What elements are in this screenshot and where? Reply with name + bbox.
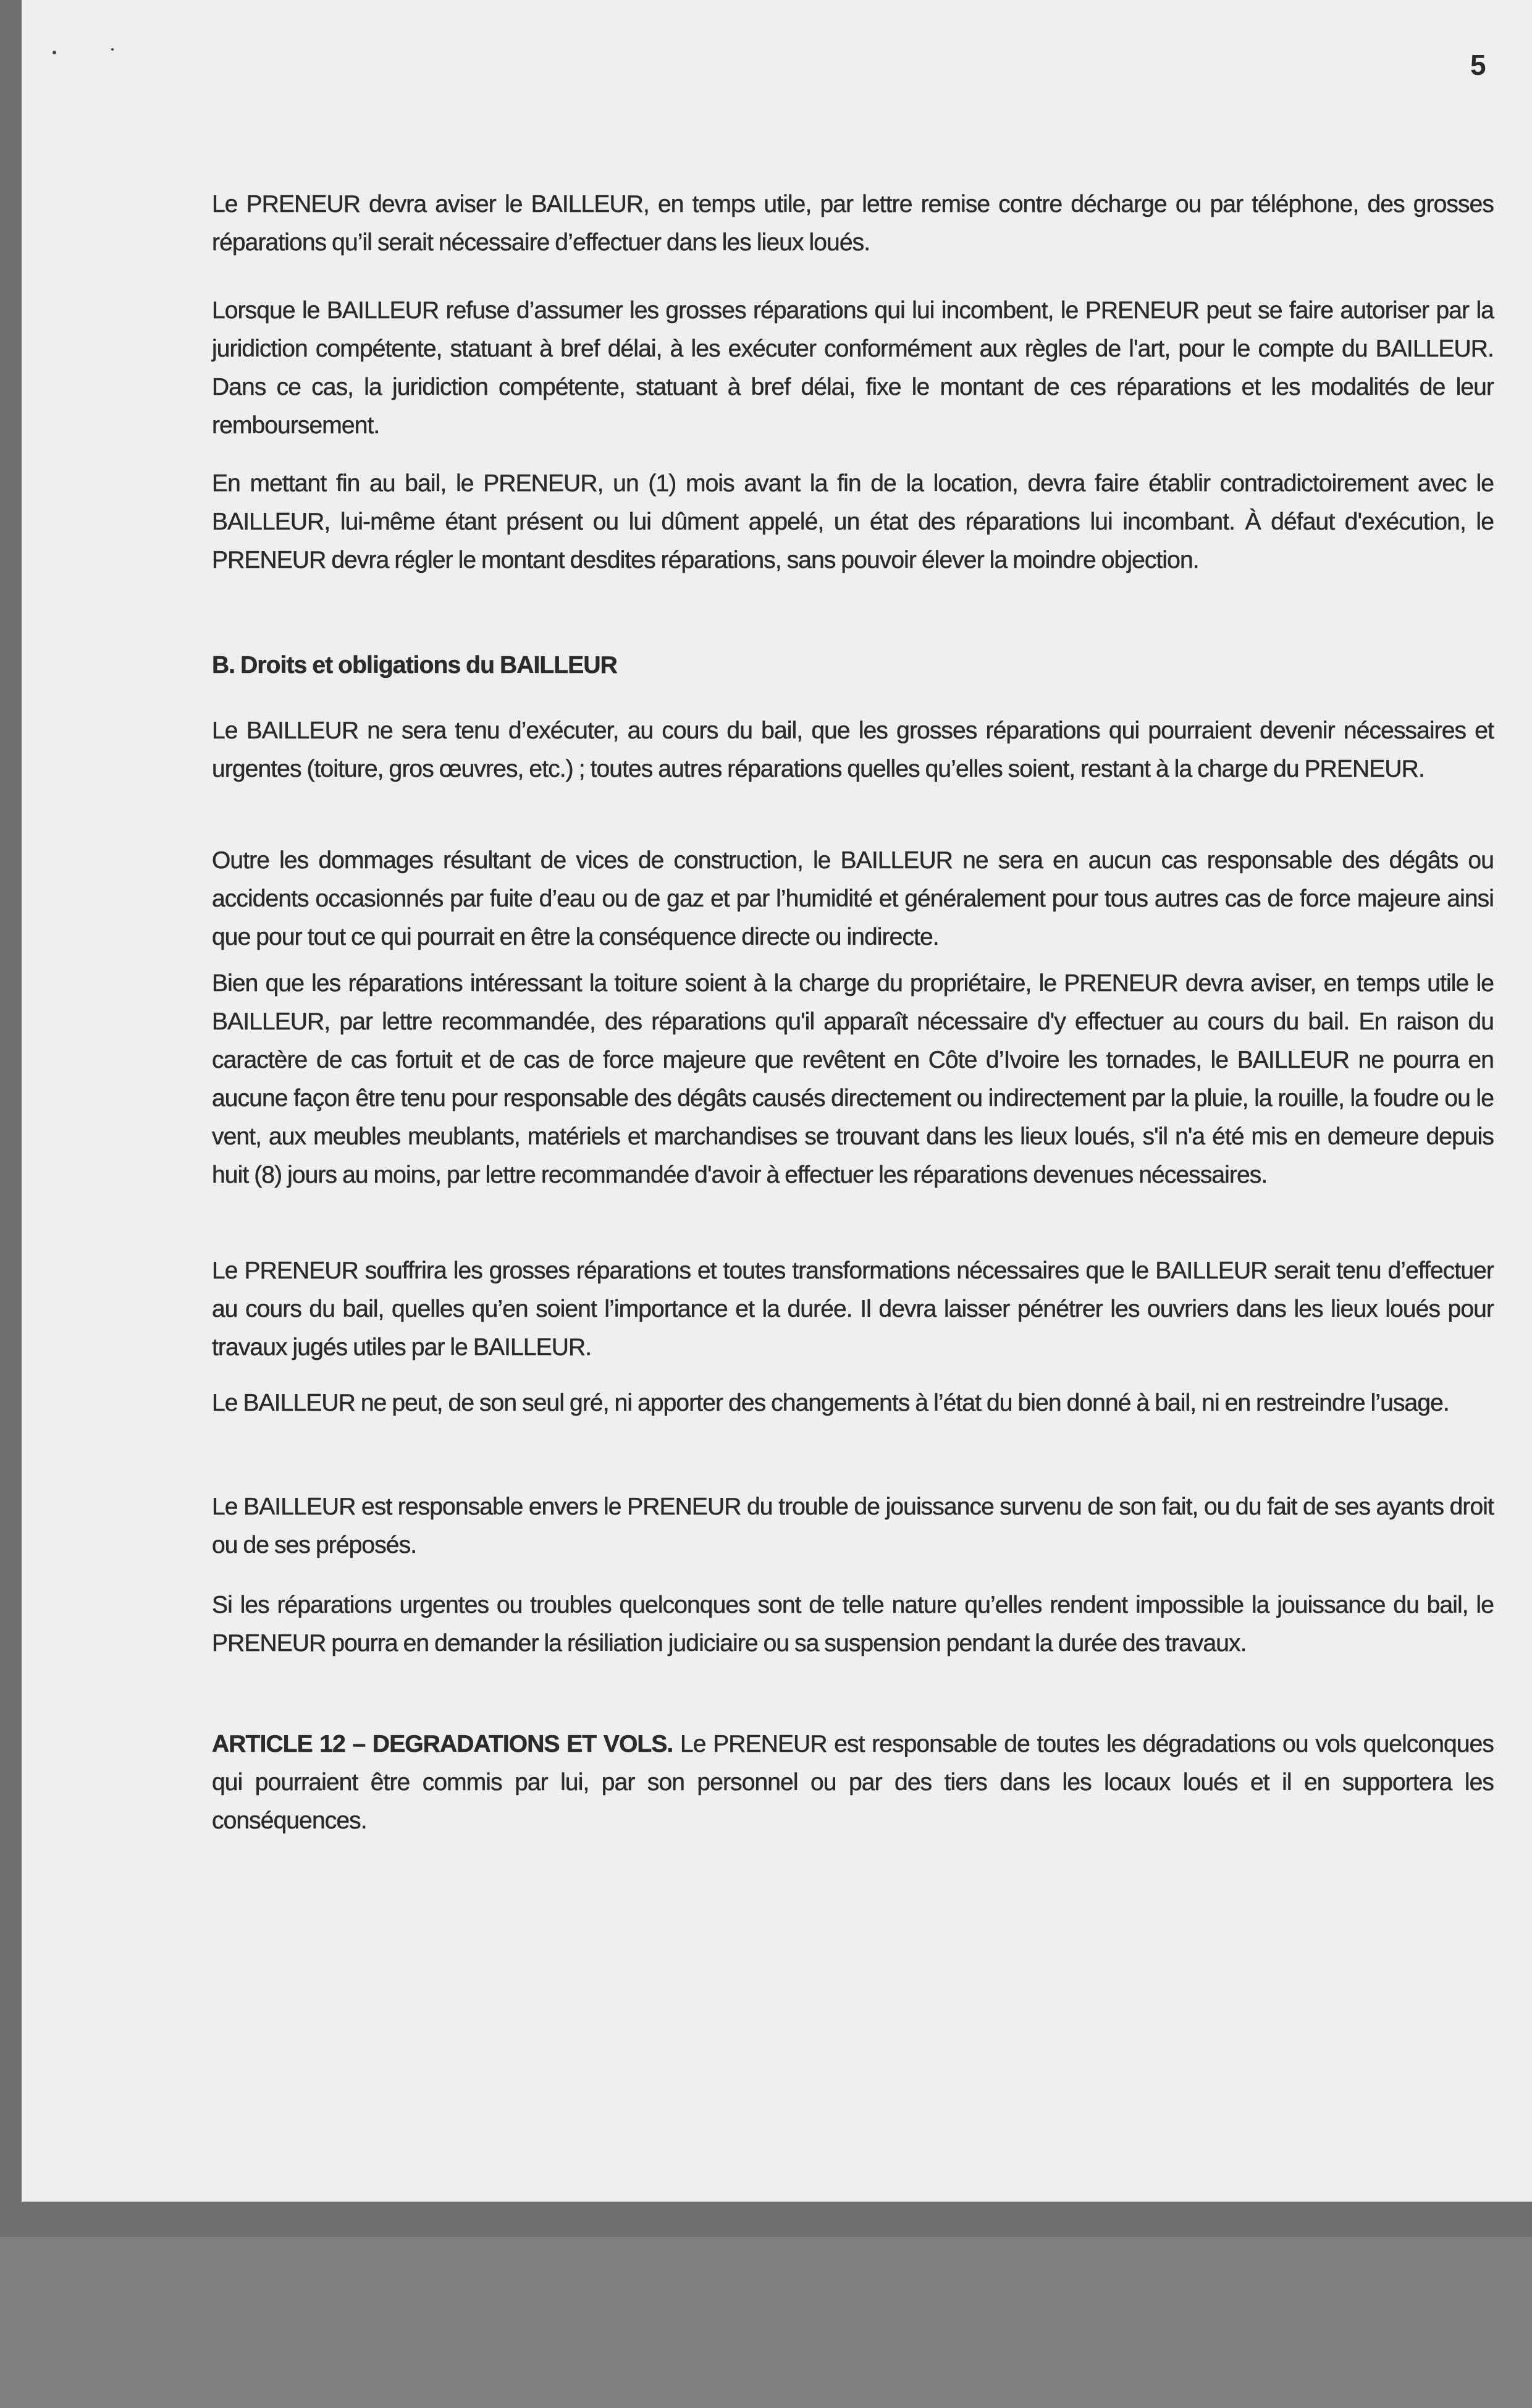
section-heading: B. Droits et obligations du BAILLEUR — [212, 652, 617, 678]
article-title: ARTICLE 12 – DEGRADATIONS ET VOLS. — [212, 1731, 673, 1757]
scan-speck — [53, 51, 56, 54]
paragraph: Le BAILLEUR ne sera tenu d’exécuter, au cours du bail, que les grosses réparations qui pourraient devenir nécessaires et urgentes (toiture, gros œuvres, etc.) ; toutes autres réparations quelles qu’elles soient, restant à la charge du PRENEUR. — [212, 717, 1494, 782]
paragraph: Le BAILLEUR est responsable envers le PRENEUR du trouble de jouissance survenu de son fait, ou du fait de ses ayants droit ou de ses préposés. — [212, 1493, 1494, 1558]
paragraph: En mettant fin au bail, le PRENEUR, un (1) mois avant la fin de la location, devra faire établir contradictoirement avec le BAILLEUR, lui-même étant présent ou lui dûment appelé, un état des réparations lui incombant. À défaut d'exécution, le PRENEUR devra régler le montant desdites réparations, sans pouvoir élever la moindre objection. — [212, 470, 1494, 573]
paragraph: Si les réparations urgentes ou troubles quelconques sont de telle nature qu’elles rendent impossible la jouissance du bail, le PRENEUR pourra en demander la résiliation judiciaire ou sa suspension pendant la durée des travaux. — [212, 1592, 1494, 1657]
paragraph: Lorsque le BAILLEUR refuse d’assumer les grosses réparations qui lui incombent, le PRENEUR peut se faire autoriser par la juridiction compétente, statuant à bref délai, à les exécuter conformément aux règles de l'art, pour le compte du BAILLEUR. Dans ce cas, la juridiction compétente, statuant à bref délai, fixe le montant de ces réparations et les modalités de leur remboursement. — [212, 297, 1494, 439]
scan-speck — [111, 48, 114, 51]
page-number: 5 — [1470, 49, 1486, 81]
paragraph: Bien que les réparations intéressant la toiture soient à la charge du propriétaire, le PRENEUR devra aviser, en temps utile le BAILLEUR, par lettre recommandée, des réparations qu'il apparaît nécessaire d'y effectuer au cours du bail. En raison du caractère de cas fortuit et de cas de force majeure que revêtent en Côte d’Ivoire les tornades, le BAILLEUR ne pourra en aucune façon être tenu pour responsable des dégâts causés directement ou indirectement par la pluie, la rouille, la foudre ou le vent, aux meubles meublants, matériels et marchandises se trouvant dans les lieux loués, s'il n'a été mis en demeure depuis huit (8) jours au moins, par lettre recommandée d'avoir à effectuer les réparations devenues nécessaires. — [212, 970, 1494, 1188]
article-12-paragraph — [212, 1725, 1494, 1840]
paragraph: Le PRENEUR souffrira les grosses réparations et toutes transformations nécessaires que le BAILLEUR serait tenu d’effectuer au cours du bail, quelles qu’en soient l’importance et la durée. Il devra laisser pénétrer les ouvriers dans les lieux loués pour travaux jugés utiles par le BAILLEUR. — [212, 1257, 1494, 1361]
paragraph: Le PRENEUR devra aviser le BAILLEUR, en temps utile, par lettre remise contre décharge ou par téléphone, des grosses réparations qu’il serait nécessaire d’effectuer dans les lieux loués. — [212, 191, 1494, 256]
paragraph: Le BAILLEUR ne peut, de son seul gré, ni apporter des changements à l’état du bien donné à bail, ni en restreindre l’usage. — [212, 1390, 1449, 1416]
article-body: Le PRENEUR est responsable de toutes les dégradations ou vols quelconques qui pourraient être commis par lui, par son personnel ou par des tiers dans les locaux loués et il en supportera les conséquences. — [212, 1731, 1494, 1834]
paragraph: Outre les dommages résultant de vices de construction, le BAILLEUR ne sera en aucun cas responsable des dégâts ou accidents occasionnés par fuite d’eau ou de gaz et par l’humidité et généralement pour tous autres cas de force majeure ainsi que pour tout ce qui pourrait en être la conséquence directe ou indirecte. — [212, 847, 1494, 950]
